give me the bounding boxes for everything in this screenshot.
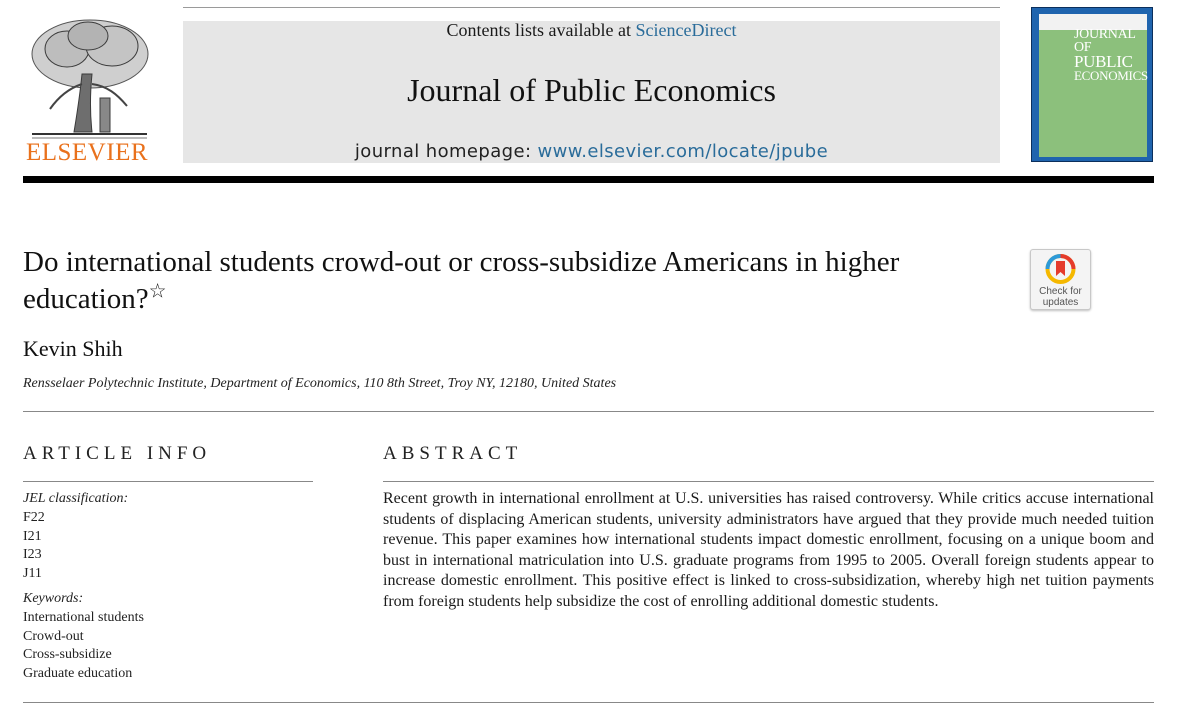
check-updates-line-1: Check for: [1039, 286, 1082, 297]
keyword: Graduate education: [23, 665, 133, 681]
cover-title-line-3: ECONOMICS: [1074, 68, 1148, 83]
homepage-link[interactable]: www.elsevier.com/locate/jpube: [537, 141, 829, 162]
paper-title-text: Do international students crowd-out or cross-subsidize Americans in higher education?: [23, 246, 900, 315]
sciencedirect-link[interactable]: ScienceDirect: [635, 20, 737, 40]
article-info-heading: ARTICLE INFO: [23, 443, 212, 464]
paper-title: [23, 244, 1013, 318]
keyword: Cross-subsidize: [23, 647, 112, 662]
keywords-label: Keywords:: [23, 591, 84, 606]
header-divider: [23, 176, 1154, 183]
title-divider: [23, 411, 1154, 412]
jel-code: F22: [23, 510, 45, 525]
abstract-heading: ABSTRACT: [383, 443, 523, 464]
jel-code: I21: [23, 528, 42, 544]
abstract-rule: [383, 481, 1154, 482]
cover-title-line-1: JOURNAL OF: [1074, 27, 1136, 55]
keywords-list: [23, 609, 144, 683]
journal-title: Journal of Public Economics: [407, 72, 776, 108]
keyword: Crowd-out: [23, 628, 84, 644]
jel-list: [23, 509, 45, 583]
author-name[interactable]: Kevin Shih: [23, 336, 123, 361]
jel-code: J11: [23, 565, 42, 581]
elsevier-wordmark[interactable]: ELSEVIER: [25, 139, 149, 166]
cover-title-line-2: PUBLIC: [1074, 52, 1133, 71]
keyword: International students: [23, 610, 144, 625]
article-info-rule: [23, 481, 313, 482]
author-affiliation: Rensselaer Polytechnic Institute, Department of Economics, 110 8th Street, Troy NY, 12180, United States: [23, 376, 617, 391]
cover-title: [1074, 28, 1146, 82]
check-for-updates-button[interactable]: [1030, 249, 1091, 310]
contents-line: [183, 20, 1000, 41]
abstract-body: Recent growth in international enrollment at U.S. universities has raised controversy. While critics accuse international students of displacing American students, university administrators have argued that they provide much needed tuition revenue. This paper examines how international students impact domestic enrollment, focusing on a unique boom and bust in international matriculation into U.S. graduate programs from 1995 to 2005. Overall foreign students appear to increase domestic enrollment. This positive effect is linked to cross-subsidization, whereby high net tuition payments from foreign students help subsidize the cost of enrolling additional domestic students.: [383, 490, 1154, 610]
check-updates-label: [1031, 286, 1090, 308]
journal-cover[interactable]: [1031, 7, 1153, 162]
homepage-line: [183, 141, 1000, 162]
jel-code: I23: [23, 547, 42, 562]
bottom-rule: [23, 702, 1154, 703]
check-updates-line-2: updates: [1042, 297, 1079, 308]
jel-label: JEL classification:: [23, 491, 129, 506]
title-footnote-star[interactable]: ☆: [148, 280, 167, 303]
homepage-prefix: journal homepage:: [354, 141, 538, 162]
check-updates-icon: [1031, 250, 1090, 286]
top-rule: [183, 7, 1000, 8]
contents-prefix: Contents lists available at: [446, 20, 636, 40]
cover-panel: [1039, 14, 1147, 157]
